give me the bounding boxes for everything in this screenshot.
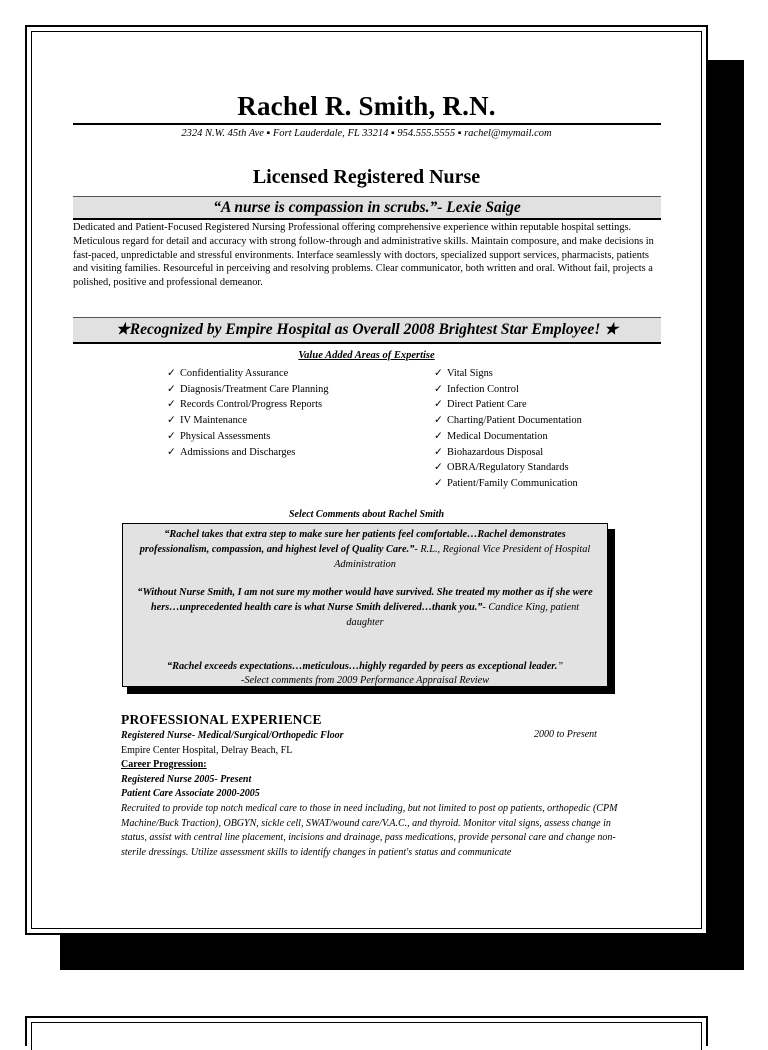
job-dates: 2000 to Present (534, 729, 597, 740)
experience-section (121, 729, 621, 860)
checkmark-icon: ✓ (434, 477, 443, 489)
recognition-banner: ★Recognized by Empire Hospital as Overall 2008 Brightest Star Employee! ★ (73, 317, 661, 344)
checkmark-icon: ✓ (434, 430, 443, 442)
checkmark-icon: ✓ (434, 383, 443, 395)
expertise-list-left (167, 366, 337, 460)
checkmark-icon: ✓ (434, 462, 443, 474)
list-item: ✓ Physical Assessments (167, 429, 337, 445)
progression-item: Registered Nurse 2005- Present (121, 773, 252, 785)
testimonial-quote: “Rachel exceeds expectations…meticulous…highly regarded by peers as exceptional leader. (166, 660, 558, 672)
testimonial-quote: “Rachel takes that extra step to make sure her patients feel comfortable…Rachel demonstrates professionalism, compassion, and highest level of Quality Care.” (139, 529, 566, 555)
expertise-title: Value Added Areas of Expertise (298, 350, 435, 361)
employer: Empire Center Hospital, Delray Beach, FL (121, 744, 293, 756)
checkmark-icon: ✓ (434, 399, 443, 411)
list-item: ✓ Confidentiality Assurance (167, 366, 337, 382)
list-item: ✓ Direct Patient Care (434, 397, 644, 413)
contact-line: 2324 N.W. 45th Ave ▪ Fort Lauderdale, FL 33214 ▪ 954.555.5555 ▪ rachel@mymail.com (181, 128, 552, 139)
list-item: ✓ Charting/Patient Documentation (434, 413, 644, 429)
checkmark-icon: ✓ (167, 399, 176, 411)
job-title: Registered Nurse- Medical/Surgical/Orthopedic Floor (121, 730, 344, 741)
checkmark-icon: ✓ (167, 368, 176, 379)
resume-page (25, 25, 708, 935)
next-page-border (31, 1022, 702, 1050)
list-item: ✓ IV Maintenance (167, 413, 337, 429)
checkmark-icon: ✓ (167, 430, 176, 442)
list-item: ✓ Patient/Family Communication (434, 476, 644, 492)
list-item: ✓ OBRA/Regulatory Standards (434, 460, 644, 476)
list-item: ✓ Vital Signs (434, 366, 644, 382)
checkmark-icon: ✓ (434, 415, 443, 427)
quote-banner: “A nurse is compassion in scrubs.”- Lexie Saige (73, 196, 661, 220)
checkmark-icon: ✓ (167, 383, 176, 395)
comments-box (122, 523, 608, 687)
checkmark-icon: ✓ (167, 415, 176, 427)
list-item: ✓ Infection Control (434, 382, 644, 398)
expertise-list-right (434, 366, 644, 492)
headline: Licensed Registered Nurse (252, 166, 481, 188)
checkmark-icon: ✓ (434, 446, 443, 458)
list-item: ✓ Diagnosis/Treatment Care Planning (167, 382, 337, 398)
testimonial (123, 528, 607, 572)
checkmark-icon: ✓ (434, 368, 443, 379)
testimonial-attribution: - R.L., Regional Vice President of Hospital Administration (334, 543, 591, 570)
testimonial-quote: “Without Nurse Smith, I am not sure my mother would have survived. She treated my mother as if she were hers…unprecedented health care is what Nurse Smith delivered…thank you.” (137, 587, 593, 614)
testimonial-attribution: ” -Select comments from 2009 Performance Appraisal Review (240, 660, 564, 687)
next-page (25, 1016, 708, 1046)
comments-title: Select Comments about Rachel Smith (288, 509, 444, 520)
testimonial (123, 586, 607, 630)
job-description: Recruited to provide top notch medical care to those in need including, but not limited to post op patients, orthopedic (CPM Machine/Buck Traction), OBGYN, sickle cell, SWAT/wound care/V.A.C., and thyroid. Monitor vital signs, assess change in status, assist with central line placement, incisions and drainage, pass medications, provide personal care and change non-sterile dressings. Utilize assessment skills to identify changes in patient's status and communicate (121, 802, 618, 858)
testimonial-attribution: - Candice King, patient daughter (346, 602, 580, 628)
list-item: ✓ Records Control/Progress Reports (167, 397, 337, 413)
testimonial (123, 645, 607, 689)
list-item: ✓ Medical Documentation (434, 429, 644, 445)
summary-paragraph: Dedicated and Patient-Focused Registered Nursing Professional offering comprehensive experience within reputable hospital settings. Meticulous regard for detail and accuracy with strong follow-through and administrative skills. Maintain composure, and make decisions in fast-paced, unpredictable and stressful environments. Interface seamlessly with doctors, specialized support services, pharmacists, patients and visiting families. Resourceful in perceiving and resolving problems. Clear communicator, both written and oral. Without fail, projects a polished, positive and professional demeanor. (73, 222, 654, 289)
progression-item: Patient Care Associate 2000-2005 (121, 788, 260, 800)
candidate-name: Rachel R. Smith, R.N. (237, 91, 496, 121)
checkmark-icon: ✓ (167, 446, 176, 458)
experience-title: PROFESSIONAL EXPERIENCE (121, 712, 322, 727)
progression-label: Career Progression: (121, 759, 207, 771)
name-rule (73, 123, 661, 125)
list-item: ✓ Biohazardous Disposal (434, 445, 644, 461)
list-item: ✓ Admissions and Discharges (167, 445, 337, 461)
